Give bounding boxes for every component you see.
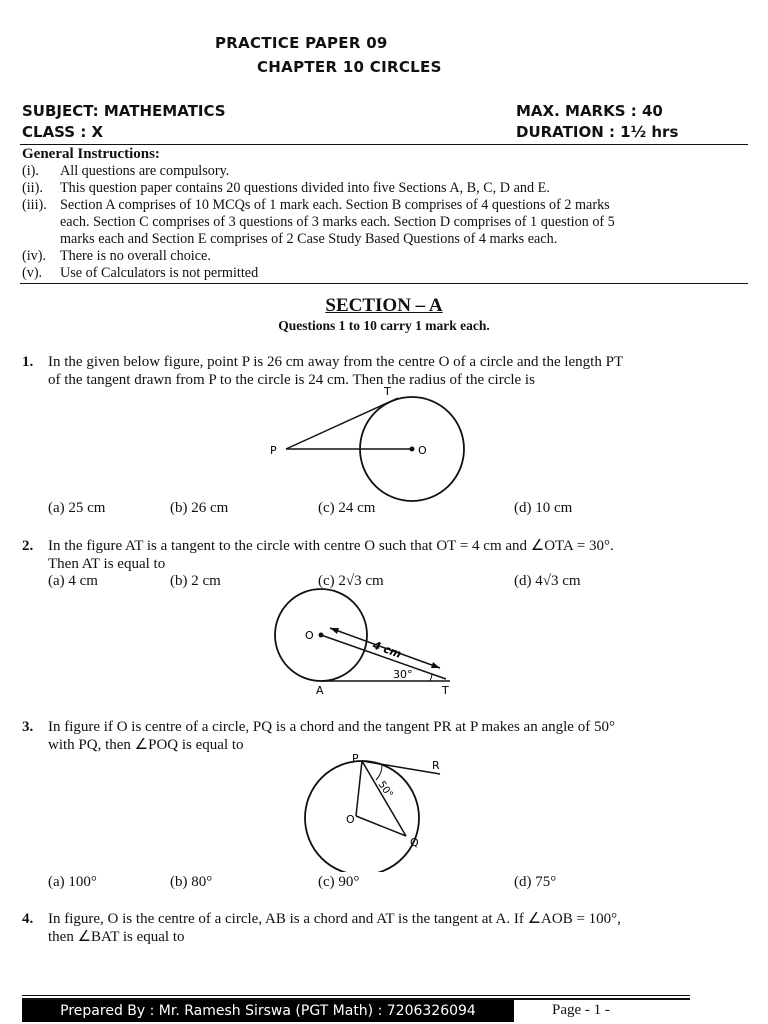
- question-2: [22, 537, 722, 573]
- question-number: 1.: [22, 354, 34, 370]
- centre-point: [319, 633, 324, 638]
- question-number: 3.: [22, 719, 34, 735]
- instruction-item: [22, 248, 702, 265]
- option-d: (d) 75°: [514, 874, 557, 890]
- length-label: 4 cm: [370, 638, 404, 661]
- instruction-number: (i).: [22, 163, 39, 179]
- instruction-text: Use of Calculators is not permitted: [60, 265, 259, 281]
- option-c: (c) 2√3 cm: [318, 573, 384, 589]
- arrowhead-start: [330, 628, 339, 634]
- label-a: A: [316, 684, 324, 697]
- instructions-divider: [20, 283, 748, 284]
- instruction-number: (iii).: [22, 197, 47, 213]
- chord-pq: [362, 761, 406, 836]
- question-text: In figure if O is centre of a circle, PQ is a chord and the tangent PR at P makes an angle of 50°: [48, 719, 615, 735]
- instruction-text: This question paper contains 20 questions divided into five Sections A, B, C, D and E.: [60, 180, 550, 196]
- radius-op: [356, 761, 362, 816]
- option-c: (c) 90°: [318, 874, 360, 890]
- instruction-text: Section A comprises of 10 MCQs of 1 mark each. Section B comprises of 4 questions of 2 marks: [60, 197, 610, 213]
- section-heading: SECTION – A: [325, 295, 443, 316]
- question-text: In the figure AT is a tangent to the circle with centre O such that OT = 4 cm and ∠OTA = 30°.: [48, 538, 614, 554]
- subject-label: SUBJECT: MATHEMATICS: [22, 102, 226, 120]
- footer-rule: [22, 995, 690, 996]
- label-t: T: [442, 684, 449, 697]
- arrowhead-end: [431, 662, 440, 668]
- instruction-text: All questions are compulsory.: [60, 163, 230, 179]
- question-number: 2.: [22, 538, 34, 554]
- question-text: In figure, O is the centre of a circle, AB is a chord and AT is the tangent at A. If ∠AOB = 100°,: [48, 911, 621, 927]
- option-d: (d) 10 cm: [514, 500, 573, 516]
- duration-label: DURATION : 1½ hrs: [516, 123, 679, 141]
- label-p: P: [352, 752, 359, 765]
- option-c: (c) 24 cm: [318, 500, 376, 516]
- page-number: Page - 1 -: [552, 1002, 610, 1018]
- option-d: (d) 4√3 cm: [514, 573, 581, 589]
- question-text: In the given below figure, point P is 26 cm away from the centre O of a circle and the length PT: [48, 354, 624, 370]
- label-t: T: [384, 385, 391, 398]
- class-label: CLASS : X: [22, 123, 104, 141]
- label-o: O: [305, 629, 314, 642]
- tangent-pt: [286, 398, 398, 449]
- header-divider: [20, 144, 748, 145]
- instruction-item: [22, 163, 702, 180]
- centre-point: [410, 447, 415, 452]
- label-r: R: [432, 759, 440, 772]
- instruction-item: [22, 180, 702, 197]
- instruction-text-continued: each. Section C comprises of 3 questions of 3 marks each. Section D comprises of 1 question of 5: [60, 214, 615, 230]
- instruction-item: [22, 265, 702, 282]
- angle-label: 30°: [393, 668, 413, 681]
- paper-title: PRACTICE PAPER 09: [215, 34, 388, 52]
- footer-prepared-by: Prepared By : Mr. Ramesh Sirswa (PGT Math) : 7206326094: [22, 1000, 514, 1022]
- question-text-continued: of the tangent drawn from P to the circle is 24 cm. Then the radius of the circle is: [48, 372, 535, 388]
- angle-arc: [430, 674, 432, 681]
- angle-arc: [376, 764, 382, 780]
- label-o: O: [418, 444, 427, 457]
- question-text-continued: then ∠BAT is equal to: [48, 929, 185, 945]
- instructions-title: General Instructions:: [22, 146, 160, 162]
- question-4: [22, 910, 722, 946]
- question-3: [22, 718, 722, 754]
- circle: [305, 761, 419, 872]
- section-subheading: Questions 1 to 10 carry 1 mark each.: [278, 318, 490, 333]
- option-a: (a) 25 cm: [48, 500, 106, 516]
- instruction-number: (ii).: [22, 180, 43, 196]
- question-1: [22, 353, 722, 389]
- label-p: P: [270, 444, 277, 457]
- question-text-continued: with PQ, then ∠POQ is equal to: [48, 737, 244, 753]
- question-1-figure: [250, 385, 490, 505]
- option-b: (b) 26 cm: [170, 500, 229, 516]
- tangent-pr: [362, 761, 440, 774]
- option-b: (b) 2 cm: [170, 573, 221, 589]
- instruction-text-continued: marks each and Section E comprises of 2 Case Study Based Questions of 4 marks each.: [60, 231, 558, 247]
- question-2-figure: [260, 588, 470, 698]
- instruction-item: [22, 197, 702, 214]
- label-q: Q: [410, 836, 419, 849]
- option-a: (a) 100°: [48, 874, 97, 890]
- label-o: O: [346, 813, 355, 826]
- instruction-number: (iv).: [22, 248, 47, 264]
- option-b: (b) 80°: [170, 874, 213, 890]
- question-number: 4.: [22, 911, 34, 927]
- question-3-figure: [290, 752, 460, 872]
- instruction-text: There is no overall choice.: [60, 248, 211, 264]
- chapter-title: CHAPTER 10 CIRCLES: [257, 58, 442, 76]
- question-text-continued: Then AT is equal to: [48, 556, 166, 572]
- angle-label: 50°: [375, 779, 395, 801]
- option-a: (a) 4 cm: [48, 573, 98, 589]
- instruction-number: (v).: [22, 265, 43, 281]
- max-marks-label: MAX. MARKS : 40: [516, 102, 663, 120]
- radius-oq: [356, 816, 406, 836]
